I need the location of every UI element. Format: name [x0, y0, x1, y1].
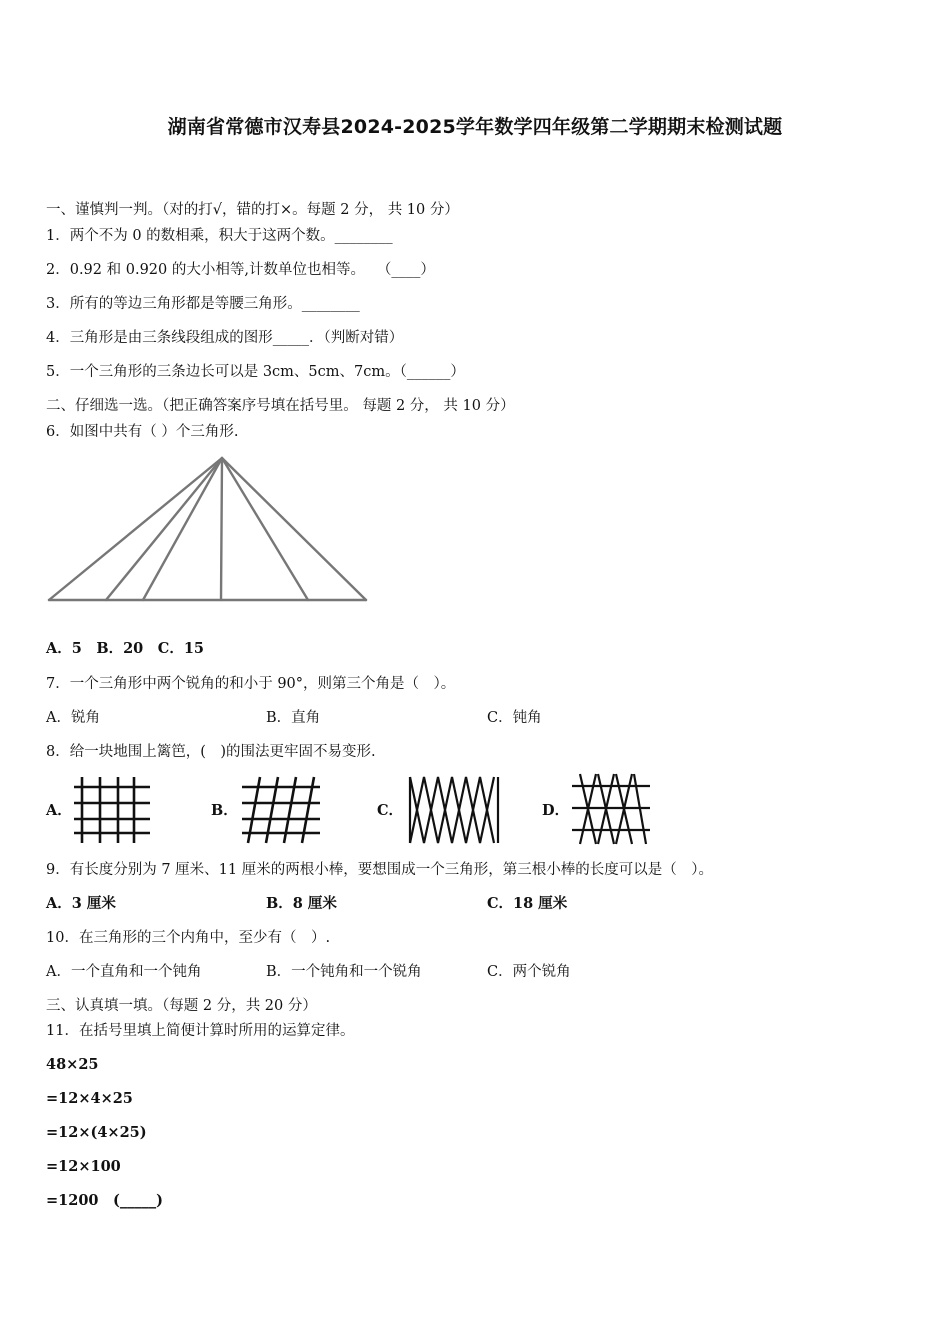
- fence-zigzag-icon: [406, 775, 502, 845]
- page-title: 湖南省常德市汉寿县2024-2025学年数学四年级第二学期期末检测试题: [167, 116, 783, 138]
- calc-step-1: 48×25: [46, 1056, 99, 1073]
- question-9-option-a: A．3 厘米: [46, 895, 116, 912]
- question-8-option-a-label: A．: [46, 802, 72, 819]
- section-2-heading: 二、仔细选一选。（把正确答案序号填在括号里。 每题 2 分， 共 10 分）: [46, 398, 515, 414]
- question-9-option-b: B．8 厘米: [266, 895, 337, 912]
- question-3: 3．所有的等边三角形都是等腰三角形。________: [46, 296, 360, 312]
- inner-line-1: [106, 458, 222, 600]
- question-9: 9．有长度分别为 7 厘米、11 厘米的两根小棒，要想围成一个三角形，第三根小棒的长度可以是（ ）。: [46, 862, 713, 878]
- question-11: 11．在括号里填上简便计算时所用的运算定律。: [46, 1023, 355, 1039]
- question-7-option-b: B．直角: [266, 710, 321, 726]
- calc-step-5: =1200 (_____): [46, 1192, 163, 1209]
- question-2: 2．0.92 和 0.920 的大小相等,计数单位也相等。 （____）: [46, 262, 435, 278]
- inner-line-3: [221, 458, 222, 600]
- inner-line-2: [143, 458, 222, 600]
- calc-step-3: =12×(4×25): [46, 1124, 147, 1141]
- section-3-heading: 三、认真填一填。（每题 2 分，共 20 分）: [46, 998, 317, 1014]
- question-8-option-c-label: C．: [377, 802, 404, 819]
- question-7: 7．一个三角形中两个锐角的和小于 90°，则第三个角是（ ）。: [46, 676, 456, 692]
- question-6-options: A．5 B．20 C．15: [46, 640, 204, 657]
- fence-slanted-icon: [240, 775, 322, 845]
- fence-crossed-icon: [570, 772, 652, 846]
- question-10: 10．在三角形的三个内角中，至少有（ ）.: [46, 930, 331, 946]
- question-8: 8．给一块地围上篱笆，( )的围法更牢固不易变形.: [46, 744, 376, 760]
- question-10-option-a: A．一个直角和一个钝角: [46, 964, 202, 980]
- question-7-option-c: C．钝角: [487, 710, 542, 726]
- question-5: 5．一个三角形的三条边长可以是 3cm、5cm、7cm。（______）: [46, 364, 465, 380]
- question-4: 4．三角形是由三条线段组成的图形_____．（判断对错）: [46, 330, 404, 346]
- section-1-heading: 一、谨慎判一判。（对的打√，错的打×。每题 2 分， 共 10 分）: [46, 202, 459, 218]
- question-8-option-d-label: D．: [542, 802, 570, 819]
- question-10-option-b: B．一个钝角和一个锐角: [266, 964, 422, 980]
- triangle-left-side: [49, 458, 222, 600]
- question-7-option-a: A．锐角: [46, 710, 100, 726]
- fence-grid-icon: [72, 775, 152, 845]
- calc-step-2: =12×4×25: [46, 1090, 133, 1107]
- question-6: 6．如图中共有（ ）个三角形.: [46, 424, 239, 440]
- question-9-option-c: C．18 厘米: [487, 895, 568, 912]
- question-10-option-c: C．两个锐角: [487, 964, 571, 980]
- question-1: 1．两个不为 0 的数相乘，积大于这两个数。________: [46, 228, 393, 244]
- question-8-option-b-label: B．: [211, 802, 238, 819]
- triangle-figure: [46, 455, 371, 605]
- calc-step-4: =12×100: [46, 1158, 121, 1175]
